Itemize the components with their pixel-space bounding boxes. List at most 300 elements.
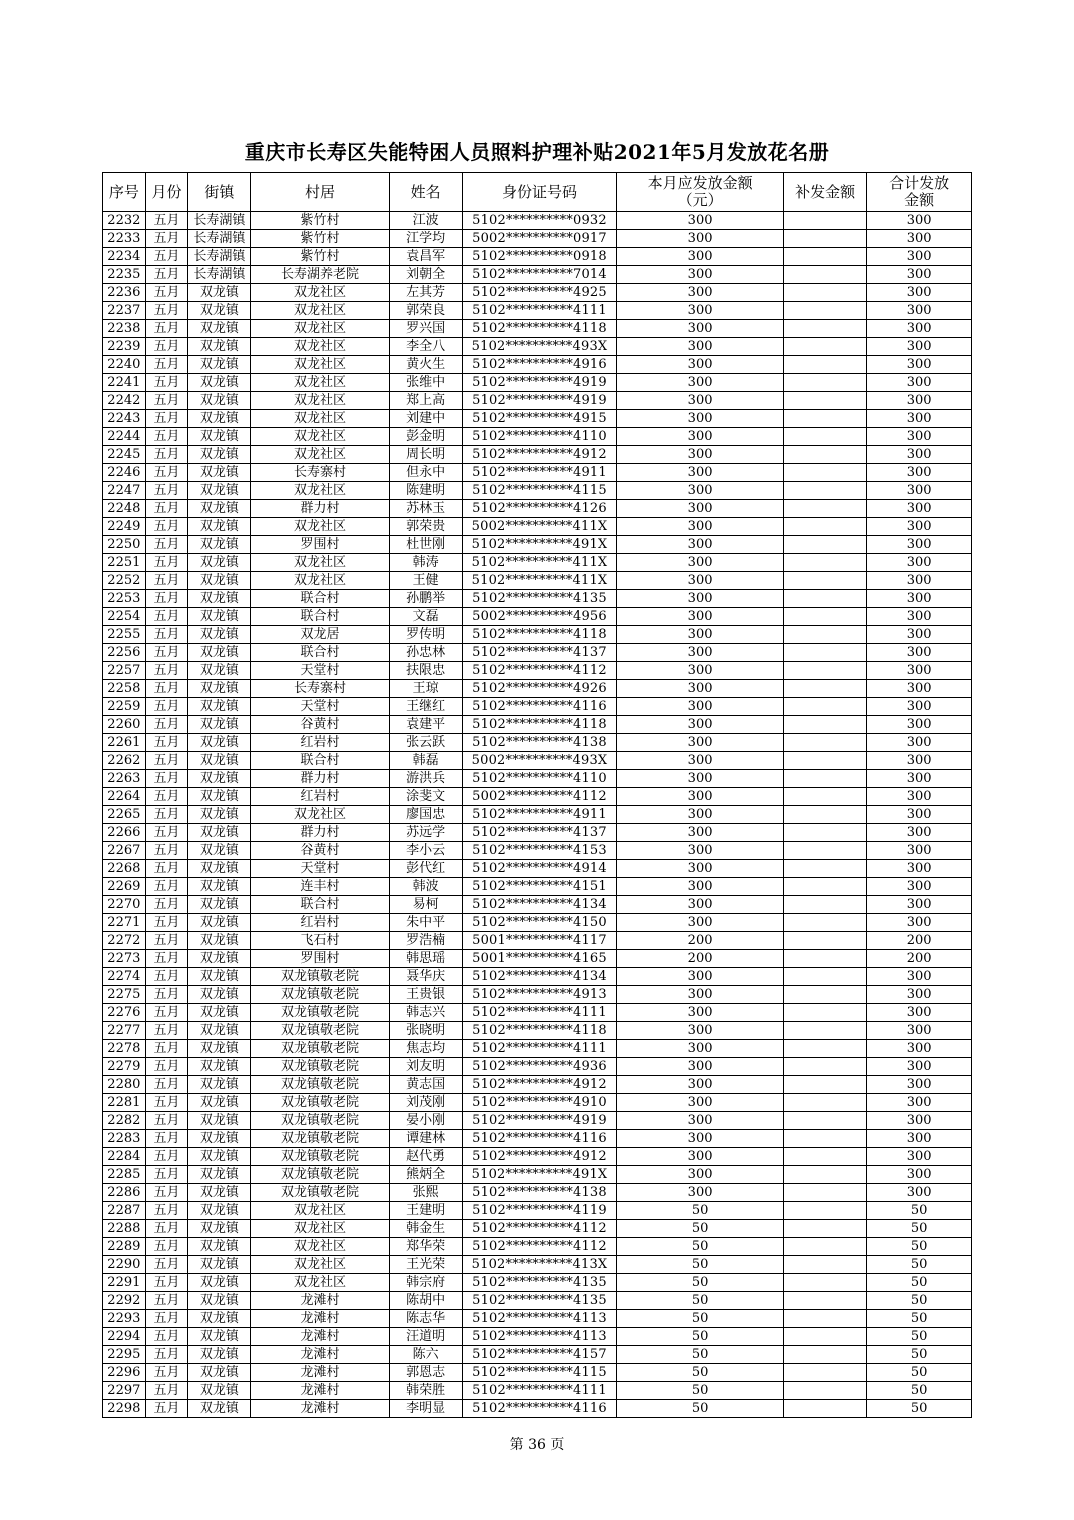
cell-month: 五月 (145, 752, 188, 770)
cell-id: 5102**********4135 (462, 1274, 616, 1292)
table-row (103, 1328, 972, 1346)
cell-seq: 2267 (103, 842, 146, 860)
header-street: 街镇 (188, 173, 251, 212)
cell-street: 双龙镇 (188, 1004, 251, 1022)
cell-name: 李小云 (389, 842, 462, 860)
cell-due-amount: 300 (617, 1022, 784, 1040)
table-row (103, 986, 972, 1004)
cell-total-amount: 300 (867, 860, 972, 878)
cell-id: 5102**********4913 (462, 986, 616, 1004)
cell-village: 双龙社区 (251, 302, 389, 320)
cell-total-amount: 300 (867, 1040, 972, 1058)
cell-street: 双龙镇 (188, 896, 251, 914)
cell-village: 联合村 (251, 608, 389, 626)
cell-extra-amount (783, 338, 866, 356)
cell-street: 双龙镇 (188, 1076, 251, 1094)
cell-id: 5102**********413X (462, 1256, 616, 1274)
cell-extra-amount (783, 878, 866, 896)
cell-name: 聂华庆 (389, 968, 462, 986)
cell-street: 双龙镇 (188, 464, 251, 482)
header-due-line2: （元） (677, 191, 723, 209)
cell-name: 晏小刚 (389, 1112, 462, 1130)
cell-id: 5102**********4134 (462, 968, 616, 986)
cell-due-amount: 300 (617, 968, 784, 986)
cell-seq: 2233 (103, 230, 146, 248)
cell-month: 五月 (145, 842, 188, 860)
cell-village: 双龙镇敬老院 (251, 968, 389, 986)
table-row (103, 878, 972, 896)
cell-due-amount: 300 (617, 1040, 784, 1058)
table-row (103, 446, 972, 464)
cell-month: 五月 (145, 536, 188, 554)
cell-due-amount: 300 (617, 662, 784, 680)
cell-street: 双龙镇 (188, 320, 251, 338)
cell-total-amount: 300 (867, 500, 972, 518)
cell-street: 双龙镇 (188, 284, 251, 302)
cell-name: 但永中 (389, 464, 462, 482)
cell-street: 双龙镇 (188, 590, 251, 608)
cell-due-amount: 300 (617, 878, 784, 896)
cell-total-amount: 300 (867, 1148, 972, 1166)
table-row (103, 734, 972, 752)
cell-month: 五月 (145, 860, 188, 878)
cell-total-amount: 50 (867, 1292, 972, 1310)
cell-month: 五月 (145, 824, 188, 842)
cell-due-amount: 300 (617, 860, 784, 878)
cell-street: 双龙镇 (188, 1112, 251, 1130)
cell-due-amount: 50 (617, 1346, 784, 1364)
cell-village: 长寿寨村 (251, 680, 389, 698)
cell-street: 双龙镇 (188, 536, 251, 554)
cell-name: 江学均 (389, 230, 462, 248)
cell-month: 五月 (145, 1058, 188, 1076)
cell-extra-amount (783, 482, 866, 500)
cell-due-amount: 300 (617, 554, 784, 572)
cell-due-amount: 300 (617, 1130, 784, 1148)
cell-extra-amount (783, 644, 866, 662)
table-row (103, 626, 972, 644)
cell-total-amount: 50 (867, 1400, 972, 1418)
table-row (103, 554, 972, 572)
cell-village: 双龙社区 (251, 338, 389, 356)
cell-seq: 2242 (103, 392, 146, 410)
cell-name: 杜世刚 (389, 536, 462, 554)
table-row (103, 1220, 972, 1238)
cell-extra-amount (783, 1112, 866, 1130)
cell-seq: 2281 (103, 1094, 146, 1112)
cell-due-amount: 50 (617, 1328, 784, 1346)
page-title: 重庆市长寿区失能特困人员照料护理补贴2021年5月发放花名册 (244, 140, 830, 164)
cell-due-amount: 300 (617, 698, 784, 716)
cell-total-amount: 50 (867, 1346, 972, 1364)
cell-id: 5102**********4925 (462, 284, 616, 302)
cell-name: 罗传明 (389, 626, 462, 644)
cell-name: 赵代勇 (389, 1148, 462, 1166)
cell-due-amount: 300 (617, 716, 784, 734)
cell-extra-amount (783, 284, 866, 302)
cell-village: 双龙镇敬老院 (251, 1076, 389, 1094)
cell-due-amount: 50 (617, 1220, 784, 1238)
cell-extra-amount (783, 698, 866, 716)
cell-village: 双龙社区 (251, 1274, 389, 1292)
cell-total-amount: 300 (867, 338, 972, 356)
cell-month: 五月 (145, 1292, 188, 1310)
header-total-line2: 金额 (904, 191, 935, 209)
cell-due-amount: 300 (617, 644, 784, 662)
cell-extra-amount (783, 1148, 866, 1166)
cell-id: 5102**********4116 (462, 1400, 616, 1418)
cell-extra-amount (783, 680, 866, 698)
cell-seq: 2286 (103, 1184, 146, 1202)
cell-name: 罗浩楠 (389, 932, 462, 950)
cell-id: 5102**********4111 (462, 1004, 616, 1022)
cell-total-amount: 300 (867, 356, 972, 374)
cell-name: 郭恩志 (389, 1364, 462, 1382)
cell-id: 5102**********4111 (462, 302, 616, 320)
cell-village: 双龙社区 (251, 374, 389, 392)
cell-total-amount: 300 (867, 968, 972, 986)
cell-name: 刘朝全 (389, 266, 462, 284)
cell-seq: 2255 (103, 626, 146, 644)
cell-extra-amount (783, 842, 866, 860)
cell-name: 黄火生 (389, 356, 462, 374)
table-row (103, 1166, 972, 1184)
table-row (103, 1130, 972, 1148)
cell-street: 双龙镇 (188, 680, 251, 698)
cell-month: 五月 (145, 572, 188, 590)
cell-street: 双龙镇 (188, 860, 251, 878)
table-row (103, 1274, 972, 1292)
cell-id: 5102**********4112 (462, 1220, 616, 1238)
cell-total-amount: 300 (867, 986, 972, 1004)
cell-extra-amount (783, 356, 866, 374)
cell-street: 双龙镇 (188, 1310, 251, 1328)
table-row (103, 842, 972, 860)
cell-name: 陈建明 (389, 482, 462, 500)
table-row (103, 1094, 972, 1112)
cell-month: 五月 (145, 644, 188, 662)
cell-street: 双龙镇 (188, 608, 251, 626)
cell-street: 双龙镇 (188, 374, 251, 392)
cell-seq: 2285 (103, 1166, 146, 1184)
cell-extra-amount (783, 896, 866, 914)
table-row (103, 806, 972, 824)
cell-name: 汪道明 (389, 1328, 462, 1346)
cell-village: 红岩村 (251, 914, 389, 932)
cell-village: 双龙社区 (251, 446, 389, 464)
cell-extra-amount (783, 410, 866, 428)
cell-id: 5102**********4134 (462, 896, 616, 914)
table-row (103, 1292, 972, 1310)
cell-name: 韩金生 (389, 1220, 462, 1238)
cell-month: 五月 (145, 878, 188, 896)
cell-seq: 2290 (103, 1256, 146, 1274)
cell-village: 双龙社区 (251, 1202, 389, 1220)
cell-total-amount: 300 (867, 428, 972, 446)
cell-month: 五月 (145, 248, 188, 266)
cell-total-amount: 50 (867, 1274, 972, 1292)
cell-extra-amount (783, 392, 866, 410)
roster-table (102, 172, 972, 1418)
cell-total-amount: 300 (867, 392, 972, 410)
cell-seq: 2251 (103, 554, 146, 572)
cell-due-amount: 300 (617, 896, 784, 914)
cell-seq: 2269 (103, 878, 146, 896)
cell-due-amount: 300 (617, 914, 784, 932)
table-row (103, 1346, 972, 1364)
cell-village: 双龙镇敬老院 (251, 1022, 389, 1040)
cell-seq: 2253 (103, 590, 146, 608)
cell-seq: 2252 (103, 572, 146, 590)
table-header-row (103, 173, 972, 212)
cell-month: 五月 (145, 1274, 188, 1292)
cell-extra-amount (783, 752, 866, 770)
cell-extra-amount (783, 860, 866, 878)
cell-name: 张熙 (389, 1184, 462, 1202)
cell-extra-amount (783, 608, 866, 626)
cell-month: 五月 (145, 914, 188, 932)
cell-month: 五月 (145, 446, 188, 464)
cell-name: 陈志华 (389, 1310, 462, 1328)
cell-due-amount: 50 (617, 1256, 784, 1274)
cell-seq: 2272 (103, 932, 146, 950)
cell-due-amount: 300 (617, 842, 784, 860)
cell-id: 5102**********4919 (462, 374, 616, 392)
cell-month: 五月 (145, 968, 188, 986)
table-row (103, 968, 972, 986)
cell-id: 5102**********4137 (462, 824, 616, 842)
table-row (103, 374, 972, 392)
cell-month: 五月 (145, 698, 188, 716)
cell-due-amount: 300 (617, 626, 784, 644)
cell-extra-amount (783, 1202, 866, 1220)
cell-street: 双龙镇 (188, 554, 251, 572)
cell-street: 双龙镇 (188, 824, 251, 842)
cell-total-amount: 300 (867, 572, 972, 590)
cell-due-amount: 300 (617, 1076, 784, 1094)
cell-name: 郭荣贵 (389, 518, 462, 536)
cell-village: 谷黄村 (251, 842, 389, 860)
cell-id: 5102**********493X (462, 338, 616, 356)
cell-village: 天堂村 (251, 662, 389, 680)
cell-name: 袁建平 (389, 716, 462, 734)
cell-extra-amount (783, 446, 866, 464)
cell-street: 双龙镇 (188, 842, 251, 860)
cell-due-amount: 300 (617, 266, 784, 284)
cell-extra-amount (783, 1220, 866, 1238)
cell-village: 红岩村 (251, 734, 389, 752)
cell-total-amount: 300 (867, 464, 972, 482)
cell-extra-amount (783, 986, 866, 1004)
cell-extra-amount (783, 770, 866, 788)
cell-village: 紫竹村 (251, 230, 389, 248)
cell-month: 五月 (145, 554, 188, 572)
cell-seq: 2247 (103, 482, 146, 500)
table-row (103, 644, 972, 662)
cell-name: 刘友明 (389, 1058, 462, 1076)
cell-village: 天堂村 (251, 698, 389, 716)
cell-due-amount: 300 (617, 608, 784, 626)
cell-month: 五月 (145, 626, 188, 644)
cell-extra-amount (783, 1346, 866, 1364)
cell-extra-amount (783, 1022, 866, 1040)
cell-extra-amount (783, 464, 866, 482)
cell-extra-amount (783, 716, 866, 734)
cell-street: 双龙镇 (188, 338, 251, 356)
cell-name: 孙鹏举 (389, 590, 462, 608)
cell-id: 5102**********491X (462, 536, 616, 554)
cell-extra-amount (783, 1310, 866, 1328)
cell-month: 五月 (145, 1094, 188, 1112)
table-row (103, 590, 972, 608)
cell-street: 双龙镇 (188, 1382, 251, 1400)
cell-id: 5102**********4915 (462, 410, 616, 428)
cell-extra-amount (783, 1130, 866, 1148)
cell-village: 双龙镇敬老院 (251, 1130, 389, 1148)
cell-seq: 2261 (103, 734, 146, 752)
table-row (103, 338, 972, 356)
cell-name: 王建明 (389, 1202, 462, 1220)
table-row (103, 518, 972, 536)
cell-due-amount: 300 (617, 1166, 784, 1184)
cell-id: 5102**********0918 (462, 248, 616, 266)
cell-extra-amount (783, 1004, 866, 1022)
table-row (103, 572, 972, 590)
cell-id: 5102**********4118 (462, 716, 616, 734)
cell-seq: 2245 (103, 446, 146, 464)
cell-id: 5102**********4912 (462, 446, 616, 464)
cell-extra-amount (783, 1382, 866, 1400)
cell-due-amount: 300 (617, 428, 784, 446)
cell-name: 廖国忠 (389, 806, 462, 824)
table-row (103, 752, 972, 770)
cell-extra-amount (783, 500, 866, 518)
cell-street: 双龙镇 (188, 1184, 251, 1202)
cell-id: 5102**********4116 (462, 1130, 616, 1148)
header-due-amount (617, 173, 784, 212)
table-row (103, 356, 972, 374)
cell-seq: 2279 (103, 1058, 146, 1076)
table-row (103, 1004, 972, 1022)
cell-street: 长寿湖镇 (188, 266, 251, 284)
table-row (103, 896, 972, 914)
cell-due-amount: 50 (617, 1292, 784, 1310)
cell-id: 5102**********4916 (462, 356, 616, 374)
cell-street: 双龙镇 (188, 1400, 251, 1418)
cell-total-amount: 50 (867, 1238, 972, 1256)
table-row (103, 698, 972, 716)
table-row (103, 248, 972, 266)
cell-month: 五月 (145, 464, 188, 482)
cell-seq: 2266 (103, 824, 146, 842)
cell-total-amount: 50 (867, 1256, 972, 1274)
cell-extra-amount (783, 428, 866, 446)
cell-total-amount: 300 (867, 770, 972, 788)
cell-total-amount: 300 (867, 1058, 972, 1076)
cell-street: 双龙镇 (188, 1094, 251, 1112)
cell-month: 五月 (145, 338, 188, 356)
cell-extra-amount (783, 212, 866, 230)
cell-id: 5102**********411X (462, 554, 616, 572)
cell-total-amount: 300 (867, 1130, 972, 1148)
cell-seq: 2236 (103, 284, 146, 302)
cell-total-amount: 300 (867, 608, 972, 626)
cell-village: 双龙社区 (251, 392, 389, 410)
table-row (103, 716, 972, 734)
cell-village: 双龙镇敬老院 (251, 1040, 389, 1058)
cell-extra-amount (783, 374, 866, 392)
cell-id: 5002**********4112 (462, 788, 616, 806)
cell-village: 天堂村 (251, 860, 389, 878)
cell-month: 五月 (145, 1184, 188, 1202)
cell-extra-amount (783, 302, 866, 320)
cell-due-amount: 300 (617, 1112, 784, 1130)
cell-month: 五月 (145, 1310, 188, 1328)
cell-seq: 2248 (103, 500, 146, 518)
cell-due-amount: 300 (617, 248, 784, 266)
cell-seq: 2278 (103, 1040, 146, 1058)
cell-village: 龙滩村 (251, 1328, 389, 1346)
cell-month: 五月 (145, 896, 188, 914)
cell-month: 五月 (145, 212, 188, 230)
cell-due-amount: 300 (617, 1094, 784, 1112)
cell-total-amount: 300 (867, 824, 972, 842)
cell-id: 5102**********4116 (462, 698, 616, 716)
cell-total-amount: 300 (867, 536, 972, 554)
table-row (103, 212, 972, 230)
cell-due-amount: 50 (617, 1274, 784, 1292)
cell-name: 江波 (389, 212, 462, 230)
cell-street: 长寿湖镇 (188, 230, 251, 248)
cell-seq: 2274 (103, 968, 146, 986)
cell-name: 韩涛 (389, 554, 462, 572)
table-row (103, 230, 972, 248)
cell-extra-amount (783, 1058, 866, 1076)
cell-street: 双龙镇 (188, 482, 251, 500)
cell-total-amount: 300 (867, 482, 972, 500)
cell-seq: 2232 (103, 212, 146, 230)
table-row (103, 320, 972, 338)
cell-extra-amount (783, 932, 866, 950)
cell-seq: 2268 (103, 860, 146, 878)
cell-name: 张云跃 (389, 734, 462, 752)
cell-seq: 2256 (103, 644, 146, 662)
cell-due-amount: 300 (617, 788, 784, 806)
cell-extra-amount (783, 1328, 866, 1346)
cell-name: 周长明 (389, 446, 462, 464)
cell-village: 紫竹村 (251, 212, 389, 230)
cell-month: 五月 (145, 1148, 188, 1166)
cell-street: 双龙镇 (188, 1130, 251, 1148)
cell-name: 游洪兵 (389, 770, 462, 788)
cell-village: 双龙社区 (251, 428, 389, 446)
cell-total-amount: 50 (867, 1220, 972, 1238)
cell-total-amount: 300 (867, 1094, 972, 1112)
cell-seq: 2296 (103, 1364, 146, 1382)
table-row (103, 302, 972, 320)
cell-street: 双龙镇 (188, 806, 251, 824)
cell-name: 袁昌军 (389, 248, 462, 266)
cell-id: 5102**********4118 (462, 626, 616, 644)
cell-total-amount: 300 (867, 662, 972, 680)
cell-total-amount: 50 (867, 1310, 972, 1328)
cell-month: 五月 (145, 986, 188, 1004)
cell-name: 韩思瑶 (389, 950, 462, 968)
table-row (103, 1112, 972, 1130)
cell-village: 双龙镇敬老院 (251, 1094, 389, 1112)
cell-id: 5102**********4110 (462, 770, 616, 788)
cell-village: 龙滩村 (251, 1400, 389, 1418)
